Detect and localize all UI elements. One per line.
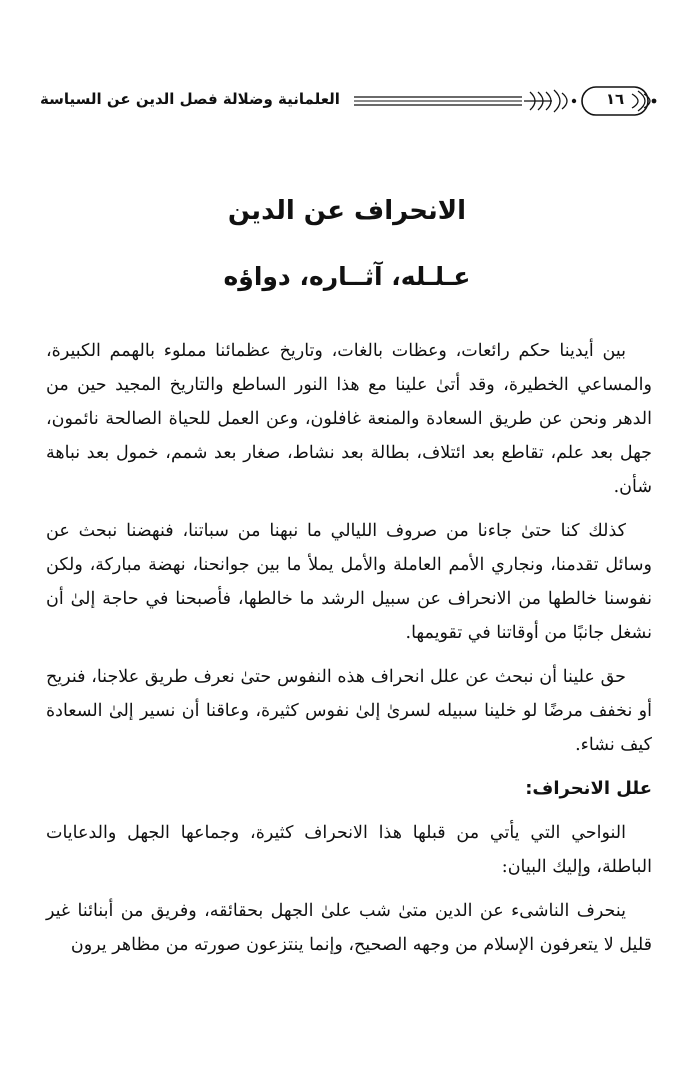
- paragraph: بين أيدينا حكم رائعات، وعظات بالغات، وتاريخ عظمائنا مملوء بالهمم الكبيرة، والمساعي الخطيرة، وقد أتىٰ علينا مع هذا النور الساطع والتاريخ المجيد حين من الدهر ونحن عن طريق السعادة والمنعة غافلون، وعن العمل للحياة الصالحة نائمون، جهل بعد علم، تقاطع بعد ائتلاف، بطالة بعد نشاط، صغار بعد شمم، خمول بعد نباهة شأن.: [46, 341, 652, 497]
- paragraph: ينحرف الناشىء عن الدين متىٰ شب علىٰ الجهل بحقائقه، وفريق من أبنائنا غير قليل لا يتعرفون الإسلام من وجهه الصحيح، وإنما ينتزعون صورته من مظاهر يرون: [46, 901, 652, 955]
- page-number: ١٦: [605, 90, 625, 108]
- paragraph: كذلك كنا حتىٰ جاءنا من صروف الليالي ما نبهنا من سباتنا، فنهضنا نبحث عن وسائل تقدمنا، ونجاري الأمم العاملة والأمل يملأ ما بين جوانحنا، نهضة مباركة، ولكن نفوسنا خالطها من الانحراف عن سبيل الرشد ما خالطها، فأصبحنا في حاجة إلىٰ أن نشغل جانبًا من أوقاتنا في تقويمها.: [46, 521, 652, 643]
- chapter-title: الانحراف عن الدين: [227, 196, 467, 226]
- running-title: العلمانية وضلالة فصل الدين عن السياسة: [40, 90, 340, 108]
- paragraph: النواحي التي يأتي من قبلها هذا الانحراف كثيرة، وجماعها الجهل والدعايات الباطلة، وإليك البيان:: [46, 823, 652, 877]
- running-header: [32, 84, 660, 118]
- paragraph: حق علينا أن نبحث عن علل انحراف هذه النفوس حتىٰ نعرف طريق علاجنا، فنريح أو نخفف مرضًا لو خلينا سبيله لسرىٰ إلىٰ نفوس كثيرة، وعاقنا أن نسير إلىٰ السعادة كيف نشاء.: [46, 667, 652, 755]
- chapter-subtitle: عـلـله، آثــاره، دواؤه: [223, 262, 471, 291]
- section-heading: علل الانحراف:: [525, 778, 652, 799]
- body-text: [46, 334, 652, 962]
